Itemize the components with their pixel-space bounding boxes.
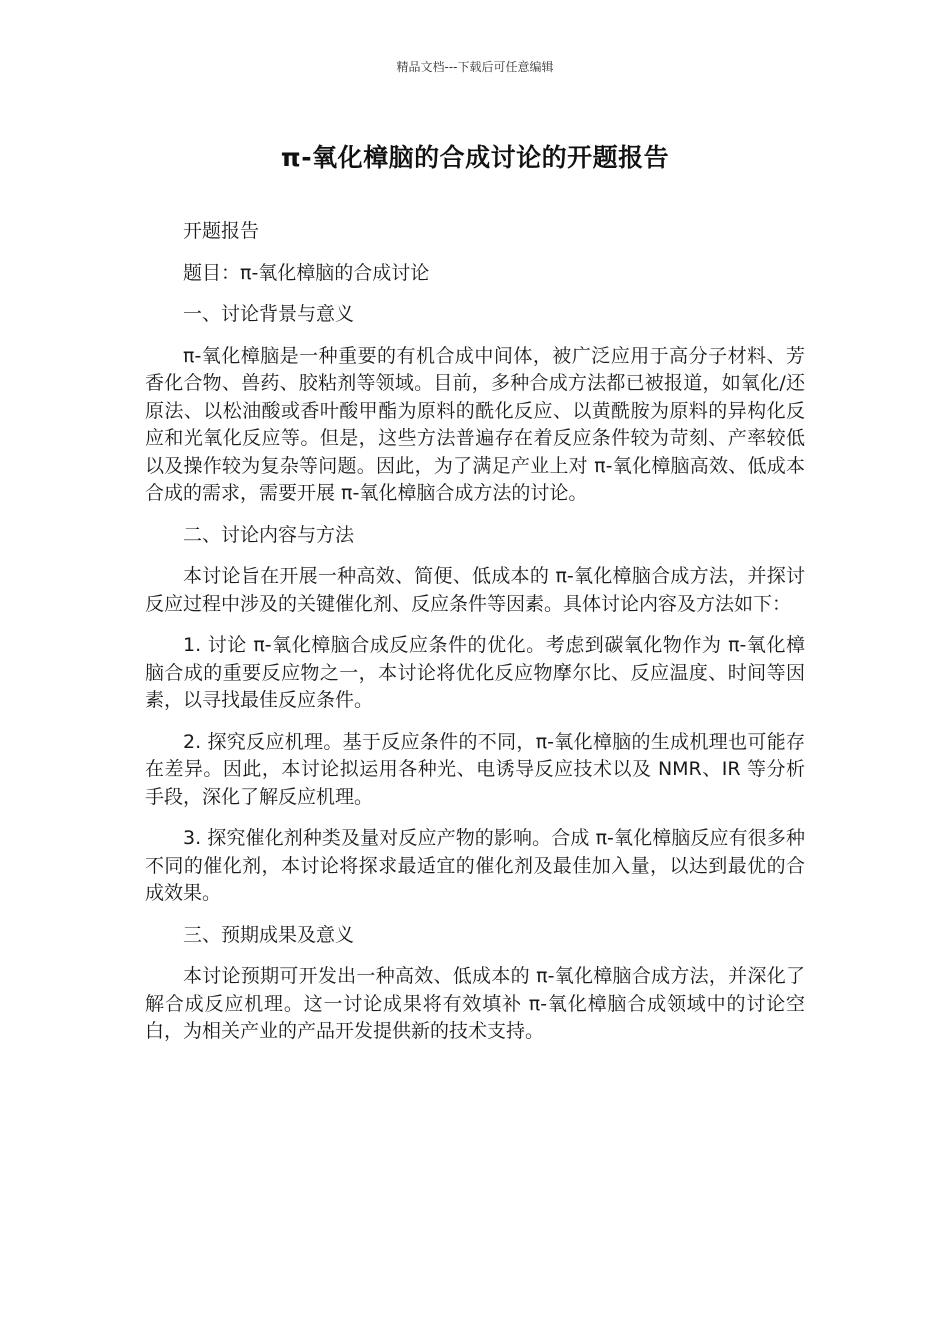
paragraph-content-intro: 本讨论旨在开展一种高效、简便、低成本的 π-氧化樟脑合成方法，并探讨反应过程中涉及的关键催化剂、反应条件等因素。具体讨论内容及方法如下： bbox=[145, 565, 805, 615]
paragraph-expected-results: 本讨论预期可开发出一种高效、低成本的 π-氧化樟脑合成方法，并深化了解合成反应机理。这一讨论成果将有效填补 π-氧化樟脑合成领域中的讨论空白，为相关产业的产品开发提供新的技术支持。 bbox=[145, 965, 805, 1042]
section-heading-content-method: 二、讨论内容与方法 bbox=[183, 523, 355, 546]
section-heading-background: 一、讨论背景与意义 bbox=[183, 303, 355, 325]
page-header: 精品文档---下载后可任意编辑 bbox=[396, 60, 554, 74]
section-heading-report: 开题报告 bbox=[183, 220, 260, 242]
section-heading-expected-results: 三、预期成果及意义 bbox=[183, 923, 355, 946]
list-item-1: 1. 讨论 π-氧化樟脑合成反应条件的优化。考虑到碳氧化物作为 π-氧化樟脑合成的重要反应物之一，本讨论将优化反应物摩尔比、反应温度、时间等因素，以寻找最佳反应条件。 bbox=[145, 634, 805, 711]
list-item-2: 2. 探究反应机理。基于反应条件的不同，π-氧化樟脑的生成机理也可能存在差异。因此，本讨论拟运用各种光、电诱导反应技术以及 NMR、IR 等分析手段，深化了解反应机理。 bbox=[145, 730, 805, 808]
topic-line: 题目：π-氧化樟脑的合成讨论 bbox=[183, 261, 430, 284]
document-title: π-氧化樟脑的合成讨论的开题报告 bbox=[280, 143, 670, 172]
list-item-3: 3. 探究催化剂种类及量对反应产物的影响。合成 π-氧化樟脑反应有很多种不同的催化剂，本讨论将探求最适宜的催化剂及最佳加入量，以达到最优的合成效果。 bbox=[145, 827, 805, 904]
document-body bbox=[145, 218, 805, 1060]
paragraph-background: π-氧化樟脑是一种重要的有机合成中间体，被广泛应用于高分子材料、芳香化合物、兽药、胶粘剂等领域。目前，多种合成方法都已被报道，如氧化/还原法、以松油酸或香叶酸甲酯为原料的酰化反应、以黄酰胺为原料的异构化反应和光氧化反应等。但是，这些方法普遍存在着反应条件较为苛刻、产率较低以及操作较为复杂等问题。因此，为了满足产业上对 π-氧化樟脑高效、低成本合成的需求，需要开展 π-氧化樟脑合成方法的讨论。 bbox=[145, 344, 805, 504]
